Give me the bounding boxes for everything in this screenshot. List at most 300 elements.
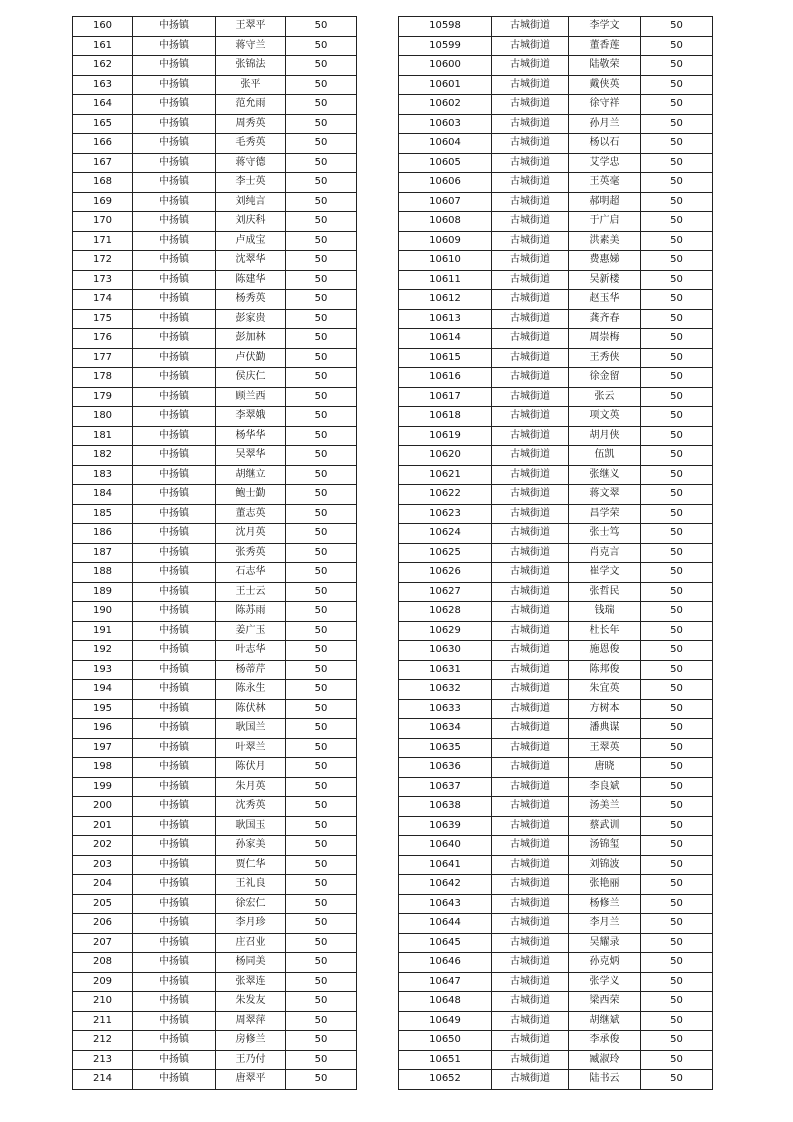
amount-cell: 50 [286, 56, 357, 76]
left-table-row [73, 212, 357, 232]
town-cell: 中扬镇 [133, 426, 216, 446]
right-table-row [399, 641, 713, 661]
serial-number-cell: 163 [73, 75, 133, 95]
name-cell: 戴侠英 [569, 75, 641, 95]
town-cell: 古城街道 [492, 816, 569, 836]
serial-number-cell: 177 [73, 348, 133, 368]
amount-cell: 50 [641, 465, 713, 485]
town-cell: 古城街道 [492, 134, 569, 154]
amount-cell: 50 [286, 1070, 357, 1090]
amount-cell: 50 [286, 270, 357, 290]
left-table-row [73, 231, 357, 251]
serial-number-cell: 10625 [399, 543, 492, 563]
serial-number-cell: 10600 [399, 56, 492, 76]
town-cell: 中扬镇 [133, 660, 216, 680]
name-cell: 汤美兰 [569, 797, 641, 817]
left-table-row [73, 836, 357, 856]
serial-number-cell: 10598 [399, 17, 492, 37]
name-cell: 胡继立 [216, 465, 286, 485]
amount-cell: 50 [286, 602, 357, 622]
name-cell: 施恩俊 [569, 641, 641, 661]
left-table-row [73, 407, 357, 427]
serial-number-cell: 193 [73, 660, 133, 680]
amount-cell: 50 [641, 621, 713, 641]
amount-cell: 50 [286, 173, 357, 193]
name-cell: 肖克言 [569, 543, 641, 563]
amount-cell: 50 [286, 719, 357, 739]
serial-number-cell: 10650 [399, 1031, 492, 1051]
name-cell: 郝明超 [569, 192, 641, 212]
right-table-row [399, 309, 713, 329]
name-cell: 孙克炳 [569, 953, 641, 973]
amount-cell: 50 [641, 95, 713, 115]
name-cell: 叶翠兰 [216, 738, 286, 758]
serial-number-cell: 202 [73, 836, 133, 856]
serial-number-cell: 197 [73, 738, 133, 758]
town-cell: 中扬镇 [133, 719, 216, 739]
left-table-row [73, 855, 357, 875]
serial-number-cell: 182 [73, 446, 133, 466]
town-cell: 中扬镇 [133, 933, 216, 953]
name-cell: 顾兰西 [216, 387, 286, 407]
right-table-row [399, 953, 713, 973]
amount-cell: 50 [641, 992, 713, 1012]
serial-number-cell: 10643 [399, 894, 492, 914]
right-table-row [399, 992, 713, 1012]
serial-number-cell: 190 [73, 602, 133, 622]
name-cell: 朱发友 [216, 992, 286, 1012]
name-cell: 张继义 [569, 465, 641, 485]
amount-cell: 50 [286, 855, 357, 875]
name-cell: 唐翠平 [216, 1070, 286, 1090]
left-table-row [73, 680, 357, 700]
town-cell: 古城街道 [492, 329, 569, 349]
name-cell: 钱瑞 [569, 602, 641, 622]
amount-cell: 50 [286, 212, 357, 232]
town-cell: 古城街道 [492, 602, 569, 622]
left-table-row [73, 953, 357, 973]
serial-number-cell: 10647 [399, 972, 492, 992]
town-cell: 中扬镇 [133, 1031, 216, 1051]
name-cell: 刘庆科 [216, 212, 286, 232]
left-table-row [73, 173, 357, 193]
name-cell: 徐守祥 [569, 95, 641, 115]
left-table-row [73, 134, 357, 154]
serial-number-cell: 173 [73, 270, 133, 290]
town-cell: 中扬镇 [133, 953, 216, 973]
amount-cell: 50 [286, 758, 357, 778]
amount-cell: 50 [286, 543, 357, 563]
name-cell: 杜长年 [569, 621, 641, 641]
amount-cell: 50 [286, 1031, 357, 1051]
amount-cell: 50 [641, 738, 713, 758]
left-table-row [73, 1050, 357, 1070]
right-table-row [399, 894, 713, 914]
town-cell: 古城街道 [492, 680, 569, 700]
name-cell: 陆书云 [569, 1070, 641, 1090]
right-roster-table [398, 16, 713, 1090]
serial-number-cell: 201 [73, 816, 133, 836]
name-cell: 刘纯言 [216, 192, 286, 212]
right-table-row [399, 1031, 713, 1051]
serial-number-cell: 162 [73, 56, 133, 76]
name-cell: 沈翠华 [216, 251, 286, 271]
amount-cell: 50 [641, 134, 713, 154]
town-cell: 古城街道 [492, 309, 569, 329]
name-cell: 董志英 [216, 504, 286, 524]
amount-cell: 50 [641, 894, 713, 914]
town-cell: 古城街道 [492, 641, 569, 661]
amount-cell: 50 [286, 387, 357, 407]
town-cell: 中扬镇 [133, 36, 216, 56]
left-table-row [73, 719, 357, 739]
name-cell: 胡月侠 [569, 426, 641, 446]
amount-cell: 50 [641, 582, 713, 602]
right-table-row [399, 758, 713, 778]
amount-cell: 50 [641, 348, 713, 368]
serial-number-cell: 176 [73, 329, 133, 349]
name-cell: 蒋文翠 [569, 485, 641, 505]
serial-number-cell: 10640 [399, 836, 492, 856]
serial-number-cell: 10651 [399, 1050, 492, 1070]
town-cell: 中扬镇 [133, 797, 216, 817]
left-table-row [73, 758, 357, 778]
amount-cell: 50 [641, 758, 713, 778]
serial-number-cell: 195 [73, 699, 133, 719]
serial-number-cell: 10627 [399, 582, 492, 602]
serial-number-cell: 10629 [399, 621, 492, 641]
town-cell: 古城街道 [492, 465, 569, 485]
serial-number-cell: 10606 [399, 173, 492, 193]
left-table-row [73, 95, 357, 115]
town-cell: 古城街道 [492, 758, 569, 778]
serial-number-cell: 10623 [399, 504, 492, 524]
right-table-row [399, 680, 713, 700]
left-table-row [73, 1070, 357, 1090]
town-cell: 中扬镇 [133, 563, 216, 583]
town-cell: 古城街道 [492, 563, 569, 583]
amount-cell: 50 [641, 485, 713, 505]
name-cell: 伍凯 [569, 446, 641, 466]
amount-cell: 50 [286, 875, 357, 895]
serial-number-cell: 10626 [399, 563, 492, 583]
amount-cell: 50 [641, 1070, 713, 1090]
name-cell: 于广启 [569, 212, 641, 232]
town-cell: 古城街道 [492, 621, 569, 641]
serial-number-cell: 10607 [399, 192, 492, 212]
name-cell: 李士英 [216, 173, 286, 193]
town-cell: 古城街道 [492, 953, 569, 973]
left-table-row [73, 485, 357, 505]
serial-number-cell: 10638 [399, 797, 492, 817]
serial-number-cell: 214 [73, 1070, 133, 1090]
town-cell: 古城街道 [492, 504, 569, 524]
right-table-row [399, 1070, 713, 1090]
town-cell: 中扬镇 [133, 407, 216, 427]
town-cell: 中扬镇 [133, 621, 216, 641]
right-table-row [399, 933, 713, 953]
name-cell: 张哲民 [569, 582, 641, 602]
amount-cell: 50 [286, 17, 357, 37]
name-cell: 庄召业 [216, 933, 286, 953]
right-table-row [399, 816, 713, 836]
serial-number-cell: 204 [73, 875, 133, 895]
right-table-row [399, 738, 713, 758]
town-cell: 中扬镇 [133, 56, 216, 76]
name-cell: 王翠平 [216, 17, 286, 37]
left-table-row [73, 641, 357, 661]
amount-cell: 50 [641, 875, 713, 895]
name-cell: 徐金留 [569, 368, 641, 388]
serial-number-cell: 192 [73, 641, 133, 661]
name-cell: 李月珍 [216, 914, 286, 934]
amount-cell: 50 [641, 75, 713, 95]
name-cell: 李承俊 [569, 1031, 641, 1051]
town-cell: 中扬镇 [133, 173, 216, 193]
serial-number-cell: 174 [73, 290, 133, 310]
amount-cell: 50 [641, 270, 713, 290]
town-cell: 中扬镇 [133, 680, 216, 700]
right-table-row [399, 56, 713, 76]
name-cell: 耿国兰 [216, 719, 286, 739]
serial-number-cell: 181 [73, 426, 133, 446]
amount-cell: 50 [641, 504, 713, 524]
town-cell: 古城街道 [492, 114, 569, 134]
right-table-row [399, 1011, 713, 1031]
name-cell: 方树本 [569, 699, 641, 719]
serial-number-cell: 10618 [399, 407, 492, 427]
name-cell: 潘典谋 [569, 719, 641, 739]
town-cell: 古城街道 [492, 95, 569, 115]
amount-cell: 50 [286, 290, 357, 310]
town-cell: 古城街道 [492, 836, 569, 856]
town-cell: 古城街道 [492, 36, 569, 56]
amount-cell: 50 [641, 777, 713, 797]
town-cell: 古城街道 [492, 875, 569, 895]
amount-cell: 50 [286, 485, 357, 505]
right-table-row [399, 173, 713, 193]
name-cell: 王翠英 [569, 738, 641, 758]
name-cell: 张士笃 [569, 524, 641, 544]
left-table-row [73, 777, 357, 797]
name-cell: 陈永生 [216, 680, 286, 700]
town-cell: 中扬镇 [133, 758, 216, 778]
right-table-row [399, 95, 713, 115]
left-table-row [73, 114, 357, 134]
town-cell: 古城街道 [492, 153, 569, 173]
serial-number-cell: 161 [73, 36, 133, 56]
right-table-row [399, 212, 713, 232]
right-table-row [399, 972, 713, 992]
left-table-row [73, 446, 357, 466]
name-cell: 吴新楼 [569, 270, 641, 290]
serial-number-cell: 169 [73, 192, 133, 212]
serial-number-cell: 167 [73, 153, 133, 173]
town-cell: 古城街道 [492, 933, 569, 953]
amount-cell: 50 [286, 465, 357, 485]
town-cell: 中扬镇 [133, 75, 216, 95]
name-cell: 崔学文 [569, 563, 641, 583]
amount-cell: 50 [286, 192, 357, 212]
name-cell: 陈邦俊 [569, 660, 641, 680]
left-table-row [73, 426, 357, 446]
serial-number-cell: 10630 [399, 641, 492, 661]
amount-cell: 50 [641, 719, 713, 739]
right-table-row [399, 914, 713, 934]
amount-cell: 50 [286, 75, 357, 95]
name-cell: 贾仁华 [216, 855, 286, 875]
serial-number-cell: 10644 [399, 914, 492, 934]
name-cell: 李学文 [569, 17, 641, 37]
serial-number-cell: 160 [73, 17, 133, 37]
name-cell: 杨修兰 [569, 894, 641, 914]
town-cell: 中扬镇 [133, 504, 216, 524]
right-table-row [399, 270, 713, 290]
left-table-row [73, 504, 357, 524]
name-cell: 王士云 [216, 582, 286, 602]
serial-number-cell: 10631 [399, 660, 492, 680]
name-cell: 张学义 [569, 972, 641, 992]
amount-cell: 50 [641, 680, 713, 700]
left-table-row [73, 36, 357, 56]
serial-number-cell: 10648 [399, 992, 492, 1012]
name-cell: 杨同美 [216, 953, 286, 973]
amount-cell: 50 [641, 699, 713, 719]
serial-number-cell: 10652 [399, 1070, 492, 1090]
town-cell: 中扬镇 [133, 446, 216, 466]
amount-cell: 50 [286, 621, 357, 641]
right-table-row [399, 75, 713, 95]
serial-number-cell: 168 [73, 173, 133, 193]
serial-number-cell: 170 [73, 212, 133, 232]
serial-number-cell: 206 [73, 914, 133, 934]
serial-number-cell: 10645 [399, 933, 492, 953]
serial-number-cell: 10617 [399, 387, 492, 407]
name-cell: 姜广玉 [216, 621, 286, 641]
town-cell: 古城街道 [492, 290, 569, 310]
name-cell: 刘锦波 [569, 855, 641, 875]
serial-number-cell: 183 [73, 465, 133, 485]
left-table-row [73, 309, 357, 329]
serial-number-cell: 10614 [399, 329, 492, 349]
left-table-row [73, 563, 357, 583]
amount-cell: 50 [286, 992, 357, 1012]
amount-cell: 50 [641, 1031, 713, 1051]
right-table-row [399, 582, 713, 602]
name-cell: 陈苏雨 [216, 602, 286, 622]
right-table-row [399, 524, 713, 544]
right-table-row [399, 134, 713, 154]
amount-cell: 50 [286, 699, 357, 719]
left-table-row [73, 368, 357, 388]
name-cell: 卢伏勤 [216, 348, 286, 368]
amount-cell: 50 [641, 153, 713, 173]
name-cell: 徐宏仁 [216, 894, 286, 914]
serial-number-cell: 180 [73, 407, 133, 427]
right-table-row [399, 504, 713, 524]
left-table-row [73, 582, 357, 602]
name-cell: 侯庆仁 [216, 368, 286, 388]
serial-number-cell: 188 [73, 563, 133, 583]
amount-cell: 50 [641, 446, 713, 466]
serial-number-cell: 10634 [399, 719, 492, 739]
amount-cell: 50 [286, 309, 357, 329]
name-cell: 梁西荣 [569, 992, 641, 1012]
right-table-row [399, 231, 713, 251]
serial-number-cell: 172 [73, 251, 133, 271]
town-cell: 中扬镇 [133, 582, 216, 602]
name-cell: 张翠连 [216, 972, 286, 992]
serial-number-cell: 165 [73, 114, 133, 134]
serial-number-cell: 10604 [399, 134, 492, 154]
amount-cell: 50 [286, 582, 357, 602]
town-cell: 古城街道 [492, 914, 569, 934]
serial-number-cell: 10619 [399, 426, 492, 446]
serial-number-cell: 184 [73, 485, 133, 505]
town-cell: 中扬镇 [133, 134, 216, 154]
amount-cell: 50 [641, 368, 713, 388]
town-cell: 中扬镇 [133, 387, 216, 407]
town-cell: 中扬镇 [133, 485, 216, 505]
serial-number-cell: 10624 [399, 524, 492, 544]
name-cell: 王乃付 [216, 1050, 286, 1070]
amount-cell: 50 [286, 36, 357, 56]
amount-cell: 50 [641, 426, 713, 446]
amount-cell: 50 [286, 368, 357, 388]
town-cell: 中扬镇 [133, 894, 216, 914]
town-cell: 中扬镇 [133, 465, 216, 485]
town-cell: 中扬镇 [133, 153, 216, 173]
name-cell: 胡继斌 [569, 1011, 641, 1031]
name-cell: 孙月兰 [569, 114, 641, 134]
amount-cell: 50 [641, 602, 713, 622]
amount-cell: 50 [641, 797, 713, 817]
name-cell: 杨华华 [216, 426, 286, 446]
town-cell: 古城街道 [492, 543, 569, 563]
serial-number-cell: 200 [73, 797, 133, 817]
town-cell: 中扬镇 [133, 641, 216, 661]
left-table-row [73, 1031, 357, 1051]
name-cell: 范允雨 [216, 95, 286, 115]
name-cell: 周翠萍 [216, 1011, 286, 1031]
town-cell: 古城街道 [492, 212, 569, 232]
left-table-row [73, 329, 357, 349]
serial-number-cell: 178 [73, 368, 133, 388]
serial-number-cell: 10609 [399, 231, 492, 251]
town-cell: 中扬镇 [133, 777, 216, 797]
serial-number-cell: 10628 [399, 602, 492, 622]
amount-cell: 50 [641, 836, 713, 856]
serial-number-cell: 186 [73, 524, 133, 544]
name-cell: 陈伏林 [216, 699, 286, 719]
serial-number-cell: 10602 [399, 95, 492, 115]
town-cell: 古城街道 [492, 1031, 569, 1051]
serial-number-cell: 10620 [399, 446, 492, 466]
amount-cell: 50 [641, 855, 713, 875]
amount-cell: 50 [641, 641, 713, 661]
amount-cell: 50 [286, 231, 357, 251]
right-table-row [399, 602, 713, 622]
town-cell: 古城街道 [492, 231, 569, 251]
amount-cell: 50 [641, 114, 713, 134]
name-cell: 吴翠华 [216, 446, 286, 466]
town-cell: 古城街道 [492, 368, 569, 388]
amount-cell: 50 [641, 212, 713, 232]
left-table-row [73, 75, 357, 95]
left-table-row [73, 933, 357, 953]
amount-cell: 50 [286, 914, 357, 934]
serial-number-cell: 207 [73, 933, 133, 953]
